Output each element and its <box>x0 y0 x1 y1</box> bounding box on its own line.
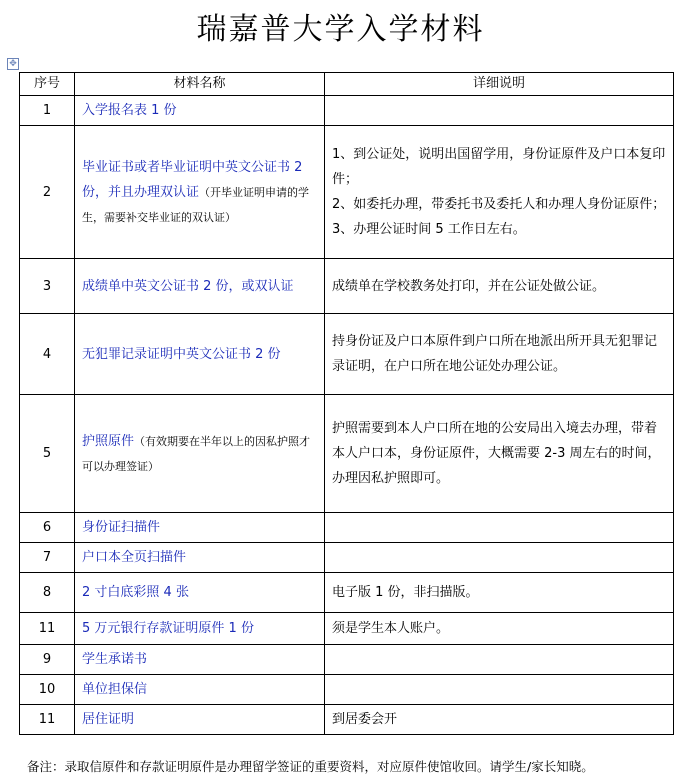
detail-cell: 1、到公证处，说明出国留学用，身份证原件及户口本复印件； 2、如委托办理，带委托书及委托人和办理人身份证原件； 3、办理公证时间 5 工作日左右。 <box>325 126 674 259</box>
detail-cell <box>325 96 674 126</box>
materials-table <box>19 72 674 735</box>
material-name-cell <box>75 314 325 395</box>
material-name: 身份证扫描件 <box>82 520 161 535</box>
material-name: 5 万元银行存款证明原件 1 份 <box>82 621 254 636</box>
material-note: （开毕业证明申请的学生，需要补交毕业证的双认证） <box>82 185 310 224</box>
material-name-cell <box>75 513 325 543</box>
row-number: 3 <box>20 259 75 314</box>
material-name: 单位担保信 <box>82 682 148 697</box>
material-name: 护照原件 <box>82 433 135 449</box>
detail-cell: 成绩单在学校教务处打印，并在公证处做公证。 <box>325 259 674 314</box>
material-name-cell <box>75 613 325 645</box>
detail-cell: 电子版 1 份，非扫描版。 <box>325 573 674 613</box>
material-name-cell <box>75 259 325 314</box>
material-name: 毕业证书或者毕业证明中英文公证书 2 份，并且办理双认证 <box>82 159 303 200</box>
table-row <box>20 314 674 395</box>
table-header-row <box>20 73 674 96</box>
row-number: 9 <box>20 645 75 675</box>
table-row <box>20 96 674 126</box>
table-row <box>20 395 674 513</box>
detail-cell: 护照需要到本人户口所在地的公安局出入境去办理，带着本人户口本，身份证原件，大概需要 2-3 周左右的时间，办理因私护照即可。 <box>325 395 674 513</box>
table-row <box>20 126 674 259</box>
material-name-cell <box>75 96 325 126</box>
material-name-cell <box>75 543 325 573</box>
table-row <box>20 705 674 735</box>
row-number: 7 <box>20 543 75 573</box>
material-name: 成绩单中英文公证书 2 份，或双认证 <box>82 278 294 294</box>
material-name-cell <box>75 573 325 613</box>
table-row <box>20 645 674 675</box>
row-number: 10 <box>20 675 75 705</box>
detail-cell <box>325 513 674 543</box>
detail-cell: 到居委会开 <box>325 705 674 735</box>
detail-cell: 须是学生本人账户。 <box>325 613 674 645</box>
material-name-cell <box>75 395 325 513</box>
table-row <box>20 259 674 314</box>
row-number: 11 <box>20 613 75 645</box>
page-title: 瑞嘉普大学入学材料 <box>196 12 485 47</box>
footer-note: 备注：录取信原件和存款证明原件是办理留学签证的重要资料，对应原件使馆收回。请学生/家长知晓。 <box>27 759 594 774</box>
row-number: 5 <box>20 395 75 513</box>
table-move-handle-icon[interactable]: ✥ <box>7 58 19 70</box>
material-name: 无犯罪记录证明中英文公证书 2 份 <box>82 346 281 362</box>
material-name-cell <box>75 675 325 705</box>
header-detail: 详细说明 <box>325 73 674 96</box>
table-row <box>20 613 674 645</box>
material-name: 户口本全页扫描件 <box>82 550 187 565</box>
material-name: 居住证明 <box>82 712 135 727</box>
row-number: 8 <box>20 573 75 613</box>
material-name-cell <box>75 705 325 735</box>
detail-cell <box>325 543 674 573</box>
header-no: 序号 <box>20 73 75 96</box>
material-name: 2 寸白底彩照 4 张 <box>82 585 189 600</box>
detail-cell <box>325 645 674 675</box>
material-name-cell <box>75 645 325 675</box>
material-name: 学生承诺书 <box>82 652 148 667</box>
row-number: 4 <box>20 314 75 395</box>
material-name: 入学报名表 1 份 <box>82 103 177 118</box>
header-material-name: 材料名称 <box>75 73 325 96</box>
row-number: 2 <box>20 126 75 259</box>
table-row <box>20 675 674 705</box>
table-row <box>20 543 674 573</box>
material-name-cell <box>75 126 325 259</box>
row-number: 1 <box>20 96 75 126</box>
table-row <box>20 513 674 543</box>
row-number: 6 <box>20 513 75 543</box>
detail-cell <box>325 675 674 705</box>
detail-cell: 持身份证及户口本原件到户口所在地派出所开具无犯罪记录证明，在户口所在地公证处办理公证。 <box>325 314 674 395</box>
table-row <box>20 573 674 613</box>
row-number: 11 <box>20 705 75 735</box>
material-note: （有效期要在半年以上的因私护照才可以办理签证） <box>82 434 311 473</box>
